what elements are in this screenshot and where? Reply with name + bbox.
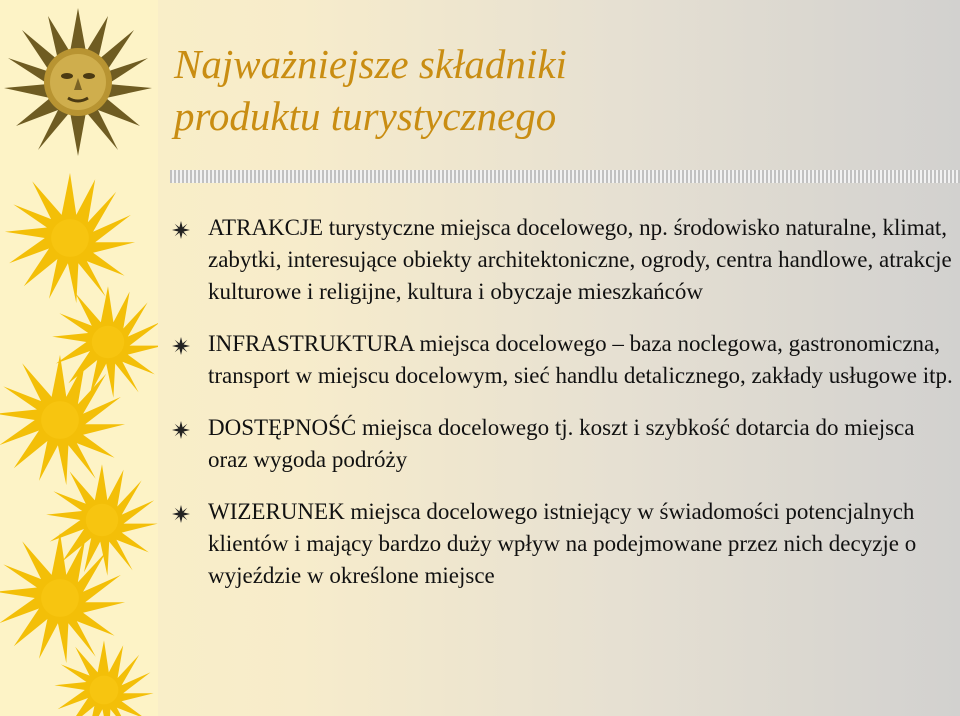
sun-icon (0, 173, 158, 716)
title-line-1: Najważniejsze składniki (174, 41, 567, 87)
star-burst-icon (172, 505, 190, 523)
bullet-item-infrastructure (168, 328, 953, 392)
slide-title (174, 38, 567, 142)
star-burst-icon (172, 221, 190, 239)
sun-face-icon (4, 8, 152, 156)
decorative-strip (0, 0, 158, 716)
title-divider (170, 170, 960, 183)
sun-decorations (0, 0, 158, 716)
bullet-item-image (168, 496, 953, 592)
bullet-text: WIZERUNEK miejsca docelowego istniejący w świadomości potencjalnych klientów i mający bardzo duży wpływ na podejmowane przez nich decyzje o wyjeździe w określone miejsce (208, 499, 917, 588)
bullet-item-attractions (168, 212, 953, 308)
bullet-text: ATRAKCJE turystyczne miejsca docelowego, np. środowisko naturalne, klimat, zabytki, interesujące obiekty architektoniczne, ogrody, centra handlowe, atrakcje kulturowe i religijne, kultura i obyczaje mieszkańców (208, 215, 952, 304)
star-burst-icon (172, 421, 190, 439)
bullet-text: INFRASTRUKTURA miejsca docelowego – baza noclegowa, gastronomiczna, transport w miejscu docelowym, sieć handlu detalicznego, zakłady usługowe itp. (208, 331, 953, 388)
star-burst-icon (172, 337, 190, 355)
title-line-2: produktu turystycznego (174, 93, 557, 139)
bullet-item-accessibility (168, 412, 953, 476)
bullet-text: DOSTĘPNOŚĆ miejsca docelowego tj. koszt i szybkość dotarcia do miejsca oraz wygoda podróży (208, 415, 915, 472)
bullet-list (168, 212, 953, 612)
